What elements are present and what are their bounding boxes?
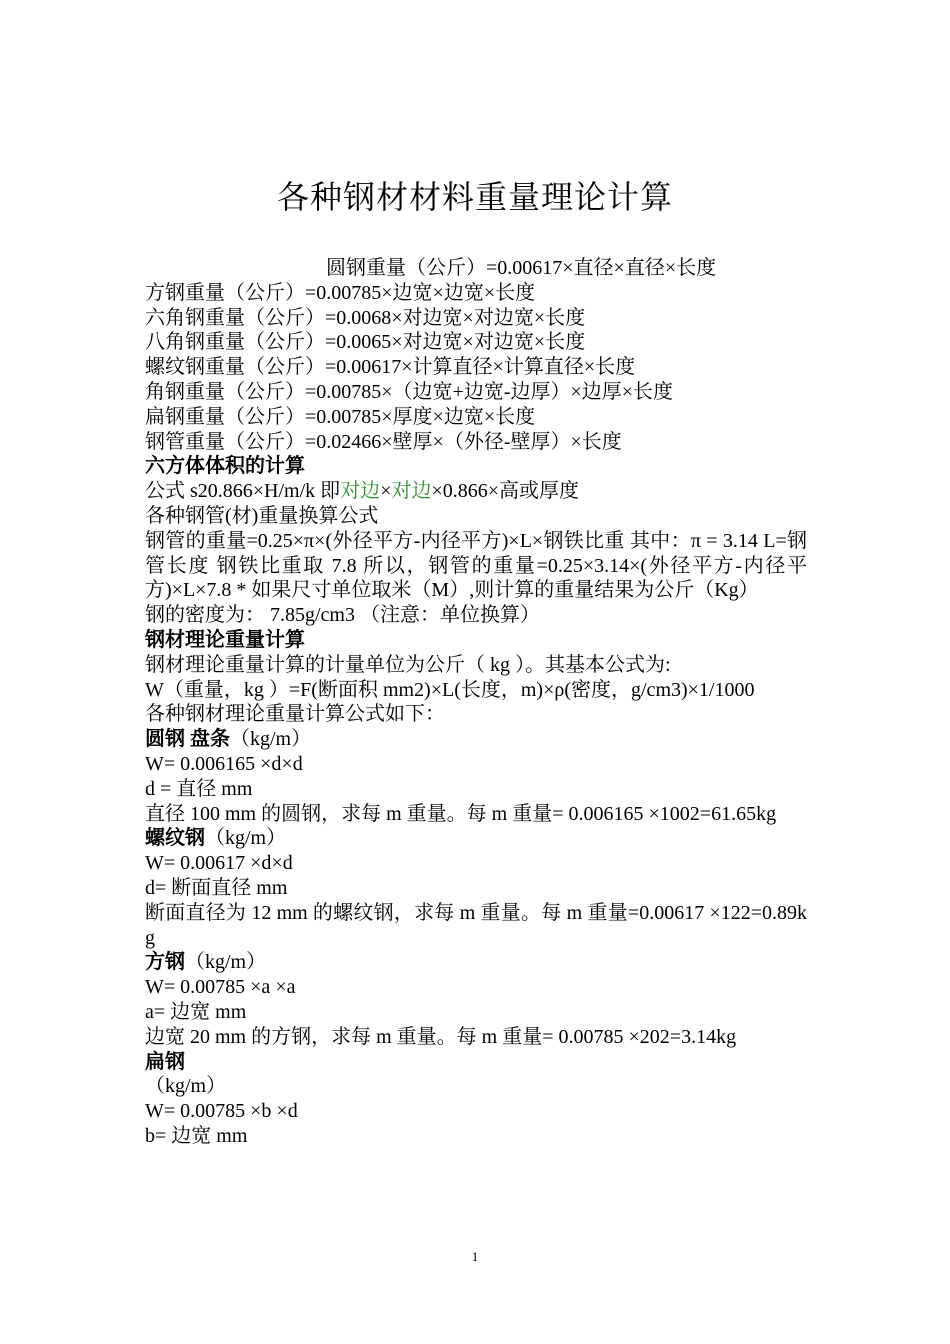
formula-oct: 八角钢重量（公斤）=0.0065×对边宽×对边宽×长度 (145, 331, 586, 354)
formula-pipe: 钢管重量（公斤）=0.02466×壁厚×（外径-壁厚）×长度 (145, 430, 622, 453)
formula-hex: 六角钢重量（公斤）=0.0068×对边宽×对边宽×长度 (145, 306, 586, 329)
pipe-section-body: 钢管的重量=0.25×π×(外径平方-内径平方)×L×钢铁比重 其中：π = 3.14 L=钢管长度 钢铁比重取 7.8 所以，钢管的重量=0.25×3.14×(外径平方-内径平方)×L×7.8 * 如果尺寸单位取米（M）,则计算的重量结果为公斤（Kg） (145, 529, 807, 602)
flat-formula: W= 0.00785 ×b ×d (145, 1100, 298, 1123)
theory-basic-formula: W（重量，kg ）=F(断面积 mm2)×L(长度，m)×ρ(密度，g/cm3)×1/1000 (145, 678, 755, 701)
formula-angle: 角钢重量（公斤）=0.00785×（边宽+边宽-边厚）×边厚×长度 (145, 380, 674, 403)
theory-heading: 钢材理论重量计算 (145, 628, 305, 651)
pipe-section-heading: 各种钢管(材)重量换算公式 (145, 504, 379, 527)
hex-formula-part-e: ×0.866×高或厚度 (431, 480, 580, 503)
rebar-heading-line (145, 826, 807, 851)
hex-formula-part-b: 对边 (340, 480, 381, 503)
formula-square: 方钢重量（公斤）=0.00785×边宽×边宽×长度 (145, 281, 536, 304)
square-heading: 方钢 (145, 951, 185, 974)
square-heading-line (145, 950, 807, 975)
rebar-definition: d= 断面直径 mm (145, 876, 288, 899)
formula-flat: 扁钢重量（公斤）=0.00785×厚度×边宽×长度 (145, 405, 536, 428)
round-bar-heading-line (145, 727, 807, 752)
page-number: 1 (471, 1249, 479, 1264)
hex-formula-part-c: × (380, 480, 392, 503)
rebar-unit: （kg/m） (205, 827, 287, 850)
hex-volume-heading: 六方体体积的计算 (145, 455, 305, 478)
round-bar-unit: （kg/m） (230, 728, 312, 751)
flat-definition: b= 边宽 mm (145, 1124, 248, 1147)
theory-intro: 各种钢材理论重量计算公式如下： (145, 703, 445, 726)
hex-volume-formula (145, 479, 807, 504)
theory-unit: 钢材理论重量计算的计量单位为公斤（ kg ）。其基本公式为: (145, 653, 671, 676)
square-unit: （kg/m） (185, 951, 267, 974)
round-bar-example: 直径 100 mm 的圆钢，求每 m 重量。每 m 重量= 0.006165 ×1002=61.65kg (145, 802, 777, 825)
round-bar-heading: 圆钢 盘条 (145, 728, 230, 751)
flat-unit: （kg/m） (145, 1075, 227, 1098)
hex-formula-part-d: 对边 (391, 480, 432, 503)
rebar-formula: W= 0.00617 ×d×d (145, 852, 293, 875)
rebar-example: 断面直径为 12 mm 的螺纹钢，求每 m 重量。每 m 重量=0.00617 ×122=0.89kg (145, 901, 807, 949)
document-body (145, 256, 807, 1149)
formula-rebar: 螺纹钢重量（公斤）=0.00617×计算直径×计算直径×长度 (145, 356, 636, 379)
page-title: 各种钢材材料重量理论计算 (276, 178, 673, 216)
round-bar-formula: W= 0.006165 ×d×d (145, 752, 303, 775)
flat-heading: 扁钢 (145, 1050, 185, 1073)
steel-density: 钢的密度为： 7.85g/cm3 （注意：单位换算） (145, 604, 540, 627)
round-bar-definition: d = 直径 mm (145, 777, 253, 800)
square-formula: W= 0.00785 ×a ×a (145, 976, 296, 999)
formula-round: 圆钢重量（公斤）=0.00617×直径×直径×长度 (326, 257, 717, 279)
hex-formula-part-a: 公式 s20.866×H/m/k 即 (145, 480, 341, 503)
square-example: 边宽 20 mm 的方钢，求每 m 重量。每 m 重量= 0.00785 ×202=3.14kg (145, 1025, 737, 1048)
square-definition: a= 边宽 mm (145, 1000, 247, 1023)
rebar-heading: 螺纹钢 (145, 827, 205, 850)
